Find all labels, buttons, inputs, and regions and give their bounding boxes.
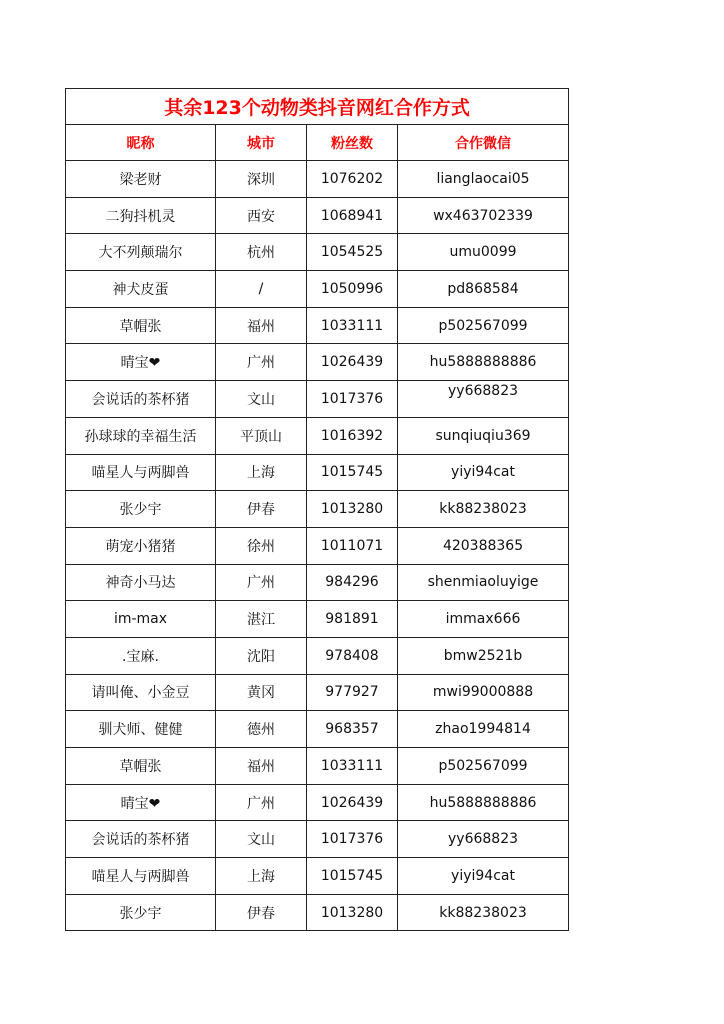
fans-cell: 977927 [307, 674, 398, 711]
city-cell: 平顶山 [216, 417, 307, 454]
nickname-cell: 神犬皮蛋 [66, 271, 216, 308]
table-row [66, 748, 569, 785]
fans-cell: 1017376 [307, 381, 398, 418]
fans-cell: 1026439 [307, 784, 398, 821]
table-row [66, 417, 569, 454]
header-nickname: 昵称 [66, 125, 216, 161]
nickname-cell: 张少宇 [66, 894, 216, 931]
nickname-cell: 二狗抖机灵 [66, 197, 216, 234]
city-cell: 福州 [216, 748, 307, 785]
fans-cell: 978408 [307, 637, 398, 674]
city-cell: 深圳 [216, 161, 307, 198]
fans-cell: 984296 [307, 564, 398, 601]
fans-cell: 1068941 [307, 197, 398, 234]
wechat-cell: shenmiaoluyige [398, 564, 569, 601]
wechat-cell: kk88238023 [398, 894, 569, 931]
nickname-cell: 孙球球的幸福生活 [66, 417, 216, 454]
nickname-cell: 晴宝❤ [66, 344, 216, 381]
nickname-cell: 张少宇 [66, 491, 216, 528]
table-row [66, 637, 569, 674]
table-row [66, 161, 569, 198]
table-row [66, 601, 569, 638]
nickname-cell: 萌宠小猪猪 [66, 527, 216, 564]
nickname-cell: 晴宝❤ [66, 784, 216, 821]
city-cell: 上海 [216, 454, 307, 491]
city-cell: 湛江 [216, 601, 307, 638]
table-row [66, 454, 569, 491]
wechat-cell: lianglaocai05 [398, 161, 569, 198]
nickname-cell: 会说话的茶杯猪 [66, 821, 216, 858]
nickname-cell: 喵星人与两脚兽 [66, 858, 216, 895]
table-row [66, 711, 569, 748]
table-title: 其余123个动物类抖音网红合作方式 [66, 89, 569, 125]
nickname-cell: 神奇小马达 [66, 564, 216, 601]
city-cell: 徐州 [216, 527, 307, 564]
fans-cell: 1013280 [307, 491, 398, 528]
fans-cell: 1011071 [307, 527, 398, 564]
city-cell: 广州 [216, 564, 307, 601]
wechat-cell: p502567099 [398, 307, 569, 344]
nickname-cell: 驯犬师、健健 [66, 711, 216, 748]
nickname-cell: 草帽张 [66, 307, 216, 344]
city-cell: 西安 [216, 197, 307, 234]
fans-cell: 1033111 [307, 307, 398, 344]
wechat-cell: p502567099 [398, 748, 569, 785]
fans-cell: 1054525 [307, 234, 398, 271]
city-cell: 沈阳 [216, 637, 307, 674]
wechat-cell: bmw2521b [398, 637, 569, 674]
wechat-cell: yiyi94cat [398, 858, 569, 895]
table-row [66, 381, 569, 418]
fans-cell: 1015745 [307, 454, 398, 491]
fans-cell: 1013280 [307, 894, 398, 931]
fans-cell: 1015745 [307, 858, 398, 895]
header-city: 城市 [216, 125, 307, 161]
nickname-cell: 草帽张 [66, 748, 216, 785]
nickname-cell: .宝麻. [66, 637, 216, 674]
wechat-cell: 420388365 [398, 527, 569, 564]
wechat-cell: sunqiuqiu369 [398, 417, 569, 454]
table-row [66, 271, 569, 308]
wechat-cell: mwi99000888 [398, 674, 569, 711]
table-row [66, 784, 569, 821]
fans-cell: 1050996 [307, 271, 398, 308]
city-cell: 文山 [216, 821, 307, 858]
title-row [66, 89, 569, 125]
fans-cell: 1033111 [307, 748, 398, 785]
nickname-cell: 大不列颠瑞尔 [66, 234, 216, 271]
table-row [66, 821, 569, 858]
fans-cell: 1016392 [307, 417, 398, 454]
wechat-cell: kk88238023 [398, 491, 569, 528]
table-row [66, 197, 569, 234]
table-row [66, 527, 569, 564]
wechat-cell: immax666 [398, 601, 569, 638]
nickname-cell: 请叫俺、小金豆 [66, 674, 216, 711]
table-row [66, 674, 569, 711]
table-row [66, 491, 569, 528]
table-row [66, 564, 569, 601]
wechat-value: yy668823 [448, 383, 519, 400]
wechat-cell: wx463702339 [398, 197, 569, 234]
city-cell: 文山 [216, 381, 307, 418]
table-row [66, 344, 569, 381]
wechat-cell: pd868584 [398, 271, 569, 308]
nickname-cell: 喵星人与两脚兽 [66, 454, 216, 491]
city-cell: / [216, 271, 307, 308]
table-row [66, 894, 569, 931]
city-cell: 上海 [216, 858, 307, 895]
fans-cell: 968357 [307, 711, 398, 748]
wechat-cell: hu5888888886 [398, 344, 569, 381]
city-cell: 杭州 [216, 234, 307, 271]
city-cell: 德州 [216, 711, 307, 748]
fans-cell: 1076202 [307, 161, 398, 198]
nickname-cell: 会说话的茶杯猪 [66, 381, 216, 418]
city-cell: 广州 [216, 784, 307, 821]
nickname-cell: im-max [66, 601, 216, 638]
table-row [66, 307, 569, 344]
city-cell: 伊春 [216, 491, 307, 528]
city-cell: 黄冈 [216, 674, 307, 711]
wechat-cell [398, 381, 569, 418]
wechat-cell: hu5888888886 [398, 784, 569, 821]
fans-cell: 981891 [307, 601, 398, 638]
header-fans: 粉丝数 [307, 125, 398, 161]
fans-cell: 1017376 [307, 821, 398, 858]
wechat-cell: zhao1994814 [398, 711, 569, 748]
fans-cell: 1026439 [307, 344, 398, 381]
wechat-cell: yiyi94cat [398, 454, 569, 491]
city-cell: 福州 [216, 307, 307, 344]
nickname-cell: 梁老财 [66, 161, 216, 198]
wechat-cell: yy668823 [398, 821, 569, 858]
header-row [66, 125, 569, 161]
influencer-table [65, 88, 569, 931]
wechat-cell: umu0099 [398, 234, 569, 271]
city-cell: 广州 [216, 344, 307, 381]
header-wechat: 合作微信 [398, 125, 569, 161]
city-cell: 伊春 [216, 894, 307, 931]
table-row [66, 234, 569, 271]
table-row [66, 858, 569, 895]
